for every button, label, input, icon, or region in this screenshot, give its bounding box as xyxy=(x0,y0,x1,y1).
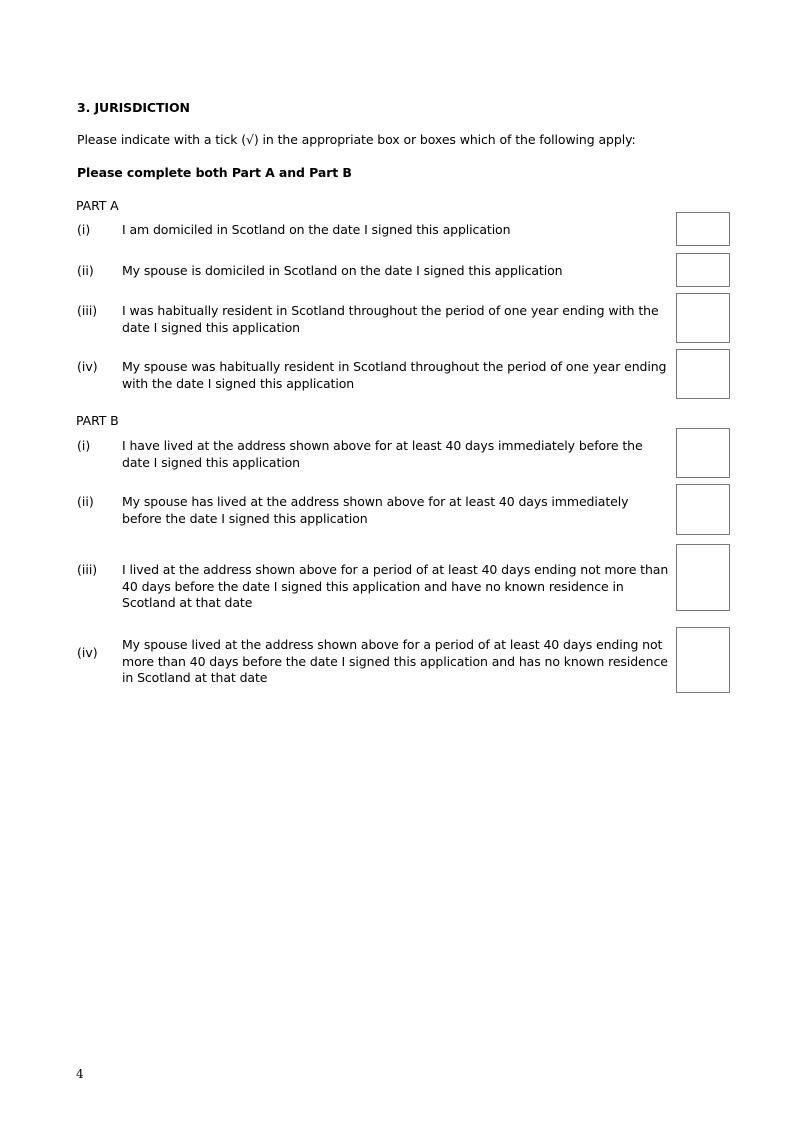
item-number: (ii) xyxy=(77,263,94,278)
item-text: I lived at the address shown above for a period of at least 40 days ending not more than 40 days before the date I signed this application and have no known residence in Scotland at that date xyxy=(122,562,669,610)
section-title: 3. JURISDICTION xyxy=(77,100,190,115)
item-text: My spouse was habitually resident in Scotland throughout the period of one year ending with the date I signed this application xyxy=(122,359,667,391)
tick-box-part-a-ii[interactable] xyxy=(676,253,730,287)
item-number: (iv) xyxy=(77,359,98,374)
tick-box-part-a-iv[interactable] xyxy=(676,349,730,399)
item-text: I am domiciled in Scotland on the date I signed this application xyxy=(122,222,511,237)
item-number: (iv) xyxy=(77,645,98,660)
item-number: (i) xyxy=(77,438,91,453)
item-number: (iii) xyxy=(77,562,98,577)
tick-box-part-b-iii[interactable] xyxy=(676,544,730,611)
tick-box-part-a-iii[interactable] xyxy=(676,293,730,343)
tick-box-part-a-i[interactable] xyxy=(676,212,730,246)
item-number: (iii) xyxy=(77,303,98,318)
part-b-heading: PART B xyxy=(76,413,119,428)
tick-box-part-b-iv[interactable] xyxy=(676,627,730,693)
tick-box-part-b-i[interactable] xyxy=(676,428,730,478)
item-text: I have lived at the address shown above for at least 40 days immediately before the date I signed this application xyxy=(122,438,643,470)
item-number: (i) xyxy=(77,222,91,237)
item-number: (ii) xyxy=(77,494,94,509)
instruction-text: Please indicate with a tick (√) in the appropriate box or boxes which of the following apply: xyxy=(77,132,636,147)
item-text: My spouse has lived at the address shown above for at least 40 days immediately before the date I signed this application xyxy=(122,494,629,526)
page-number: 4 xyxy=(76,1067,84,1081)
item-text: My spouse is domiciled in Scotland on the date I signed this application xyxy=(122,263,563,278)
part-a-heading: PART A xyxy=(76,198,119,213)
tick-box-part-b-ii[interactable] xyxy=(676,484,730,535)
item-text: I was habitually resident in Scotland throughout the period of one year ending with the date I signed this application xyxy=(122,303,659,335)
item-text: My spouse lived at the address shown above for a period of at least 40 days ending not more than 40 days before the date I signed this application and has no known residence in Scotland at that date xyxy=(122,637,668,685)
completion-note: Please complete both Part A and Part B xyxy=(77,165,352,180)
